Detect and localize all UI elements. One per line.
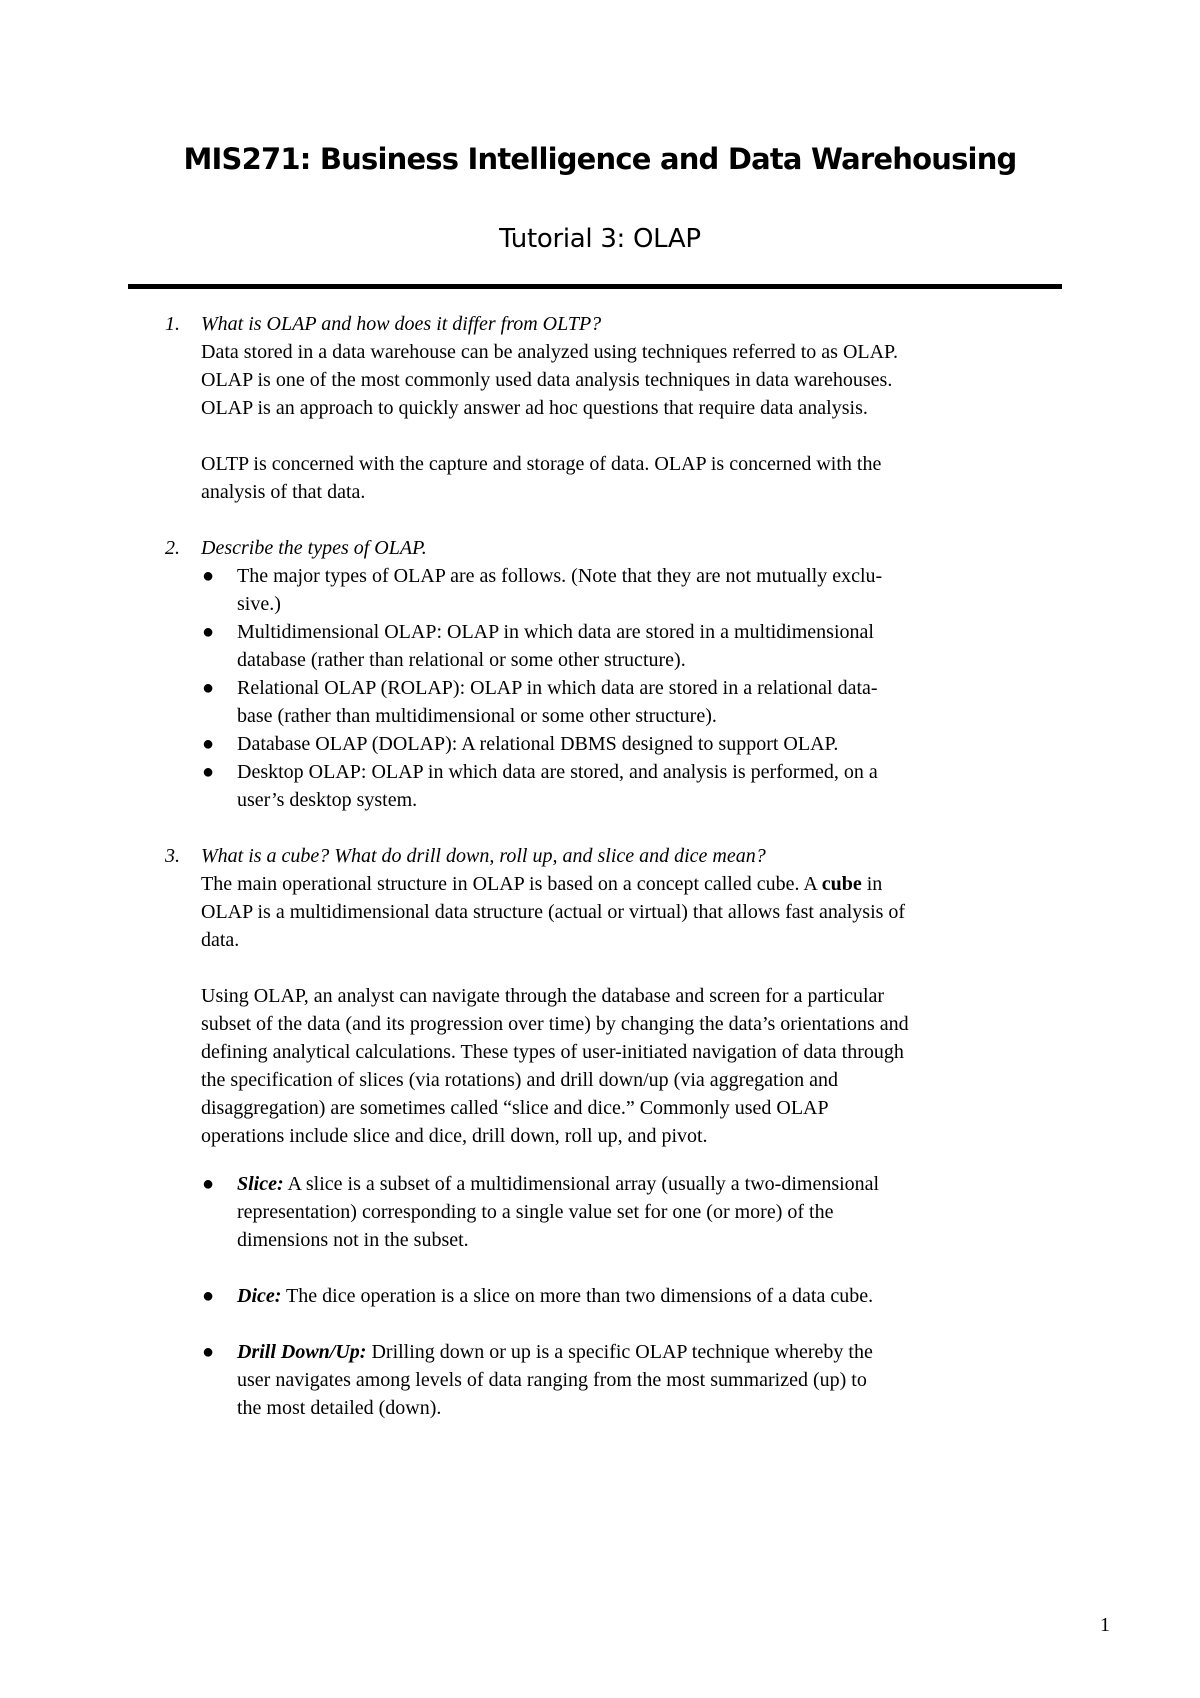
answer-line: defining analytical calculations. These types of user-initiated navigation of data through xyxy=(201,1041,904,1063)
bullet-icon: ● xyxy=(202,1341,215,1363)
answer-line: operations include slice and dice, drill down, roll up, and pivot. xyxy=(201,1125,708,1147)
olap-operations-list xyxy=(202,1170,1070,1422)
list-item: ● Drill Down/Up: Drilling down or up is a specific OLAP technique whereby the user navigates among levels of data ranging from the most summarized (up) to the most detailed (down). xyxy=(202,1338,1070,1422)
answer-line: OLAP is an approach to quickly answer ad hoc questions that require data analysis. xyxy=(201,397,868,419)
bullet-icon: ● xyxy=(202,565,215,587)
term-label: Drill Down/Up: xyxy=(237,1341,367,1363)
list-item: ● Slice: A slice is a subset of a multidimensional array (usually a two-dimensional representation) corresponding to a single value set for one (or more) of the dimensions not in the subset. xyxy=(202,1170,1070,1254)
olap-types-list xyxy=(202,562,1070,814)
document-title: MIS271: Business Intelligence and Data Warehousing xyxy=(183,142,1017,176)
bullet-icon: ● xyxy=(202,761,215,783)
document-subtitle: Tutorial 3: OLAP xyxy=(499,224,701,254)
list-item: ● Multidimensional OLAP: OLAP in which data are stored in a multidimensional database (rather than relational or some other structure). xyxy=(202,618,1070,674)
answer-line: OLAP is a multidimensional data structure (actual or virtual) that allows fast analysis of xyxy=(201,901,906,923)
question-number: 2. xyxy=(165,537,180,559)
answer-line: the specification of slices (via rotations) and drill down/up (via aggregation and xyxy=(201,1069,839,1091)
title-divider xyxy=(128,284,1062,289)
question-text: Describe the types of OLAP. xyxy=(201,537,427,559)
bullet-icon: ● xyxy=(202,621,215,643)
list-item: ● Relational OLAP (ROLAP): OLAP in which data are stored in a relational data- base (rather than multidimensional or some other structure). xyxy=(202,674,1070,730)
answer-line: The main operational structure in OLAP is based on a concept called cube. A cube in xyxy=(201,873,883,895)
answer-line: subset of the data (and its progression over time) by changing the data’s orientations and xyxy=(201,1013,909,1035)
answer-line: analysis of that data. xyxy=(201,481,366,503)
question-1 xyxy=(165,310,1070,506)
question-number: 1. xyxy=(165,313,180,335)
answer-line: Using OLAP, an analyst can navigate through the database and screen for a particular xyxy=(201,985,885,1007)
question-2 xyxy=(165,534,1070,562)
bullet-icon: ● xyxy=(202,677,215,699)
answer-line: Data stored in a data warehouse can be analyzed using techniques referred to as OLAP. xyxy=(201,341,898,363)
question-text: What is a cube? What do drill down, roll up, and slice and dice mean? xyxy=(201,845,766,867)
answer-line: OLTP is concerned with the capture and storage of data. OLAP is concerned with the xyxy=(201,453,882,475)
bold-term: cube xyxy=(821,873,862,895)
answer-line: OLAP is one of the most commonly used data analysis techniques in data warehouses. xyxy=(201,369,893,391)
answer-line: data. xyxy=(201,929,240,951)
document-body xyxy=(165,310,1070,1450)
list-item: ● Dice: The dice operation is a slice on more than two dimensions of a data cube. xyxy=(202,1282,1070,1310)
list-item: ● Desktop OLAP: OLAP in which data are stored, and analysis is performed, on a user’s desktop system. xyxy=(202,758,1070,814)
bullet-icon: ● xyxy=(202,733,215,755)
question-text: What is OLAP and how does it differ from OLTP? xyxy=(201,313,602,335)
bullet-icon: ● xyxy=(202,1285,215,1307)
question-number: 3. xyxy=(165,845,180,867)
answer-line: disaggregation) are sometimes called “slice and dice.” Commonly used OLAP xyxy=(201,1097,829,1119)
page-number: 1 xyxy=(1100,1614,1110,1636)
bullet-icon: ● xyxy=(202,1173,215,1195)
list-item: ● Database OLAP (DOLAP): A relational DBMS designed to support OLAP. xyxy=(202,730,1070,758)
question-3 xyxy=(165,842,1070,1150)
term-label: Slice: xyxy=(237,1173,284,1195)
list-item: ● The major types of OLAP are as follows. (Note that they are not mutually exclu- sive.) xyxy=(202,562,1070,618)
term-label: Dice: xyxy=(237,1285,282,1307)
